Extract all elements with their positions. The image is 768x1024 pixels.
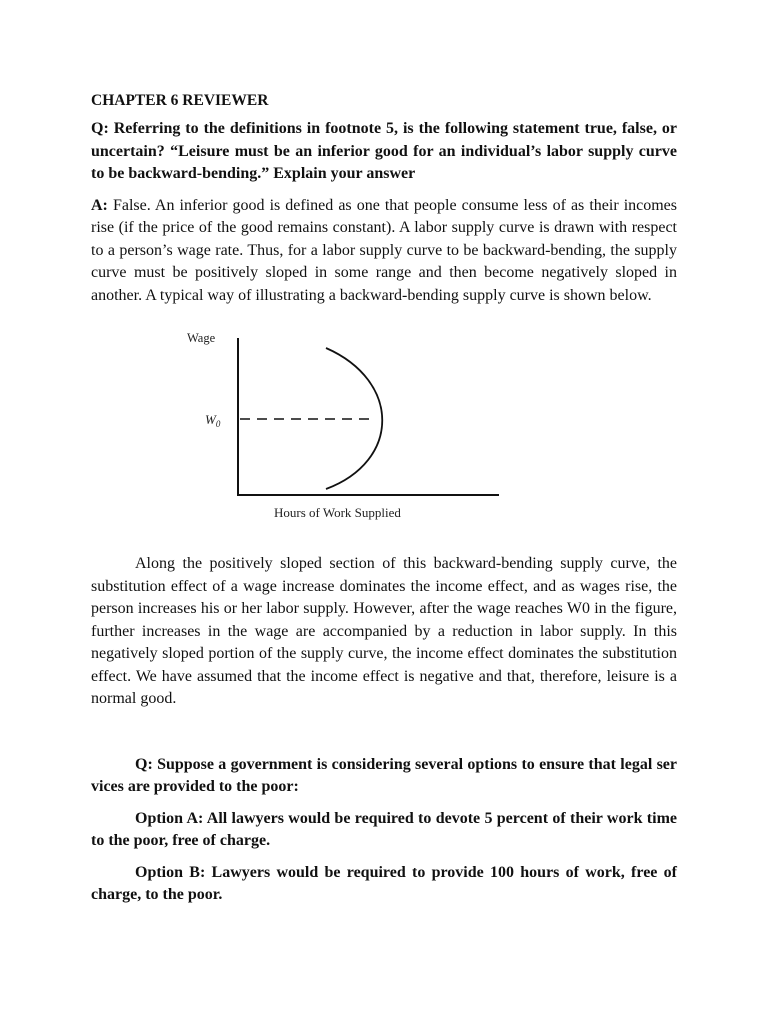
wage-marker-label: $W_0$: [205, 412, 221, 429]
chapter-heading: CHAPTER 6 REVIEWER: [91, 92, 269, 109]
question-1-label: Q:: [91, 120, 109, 137]
document-page: [91, 92, 677, 907]
answer-1-text: False. An inferior good is defined as one that people consume less of as their incomes rise (if the price of the good remains constant). A labor supply curve is drawn with respect to a person’s wage rate. Thus, for a labor supply curve to be backward-bending, the supply curve must be positively sloped in some range and then become negatively sloped in another. A typical way of illustrating a backward-bending supply curve is shown below.: [91, 196, 678, 304]
x-axis-label: Hours of Work Supplied: [274, 505, 401, 520]
answer-1-label: A:: [91, 196, 108, 214]
option-a: Option A: All lawyers would be required to devote 5 percent of their work time to the poor, free of charge.: [91, 809, 677, 849]
y-axis-label: Wage: [187, 331, 216, 345]
question-2: Q: Suppose a government is considering several options to ensure that legal ser vices are provided to the poor:: [91, 755, 677, 795]
question-1-text: Referring to the definitions in footnote 5, is the following statement true, false, or uncertain? “Leisure must be an inferior good for an individual’s labor supply curve to be backward-bending.” Explain your answer: [91, 120, 678, 182]
explanation-paragraph: Along the positively sloped section of this backward-bending supply curve, the substitution effect of a wage increase dominates the income effect, and as wages rise, the person increases his or her labor supply. However, after the wage reaches W0 in the figure, further increases in the wage are accompanied by a reduction in labor supply. In this negatively sloped portion of the supply curve, the income effect dominates the substitution effect. We have assumed that the income effect is negative and that, therefore, leisure is a normal good.: [91, 555, 677, 707]
question-1: [91, 118, 677, 186]
labor-supply-diagram: [91, 321, 677, 553]
answer-1: [91, 195, 677, 308]
option-b: Option B: Lawyers would be required to provide 100 hours of work, free of charge, to the poor.: [91, 863, 677, 903]
labor-supply-figure: [91, 321, 677, 553]
